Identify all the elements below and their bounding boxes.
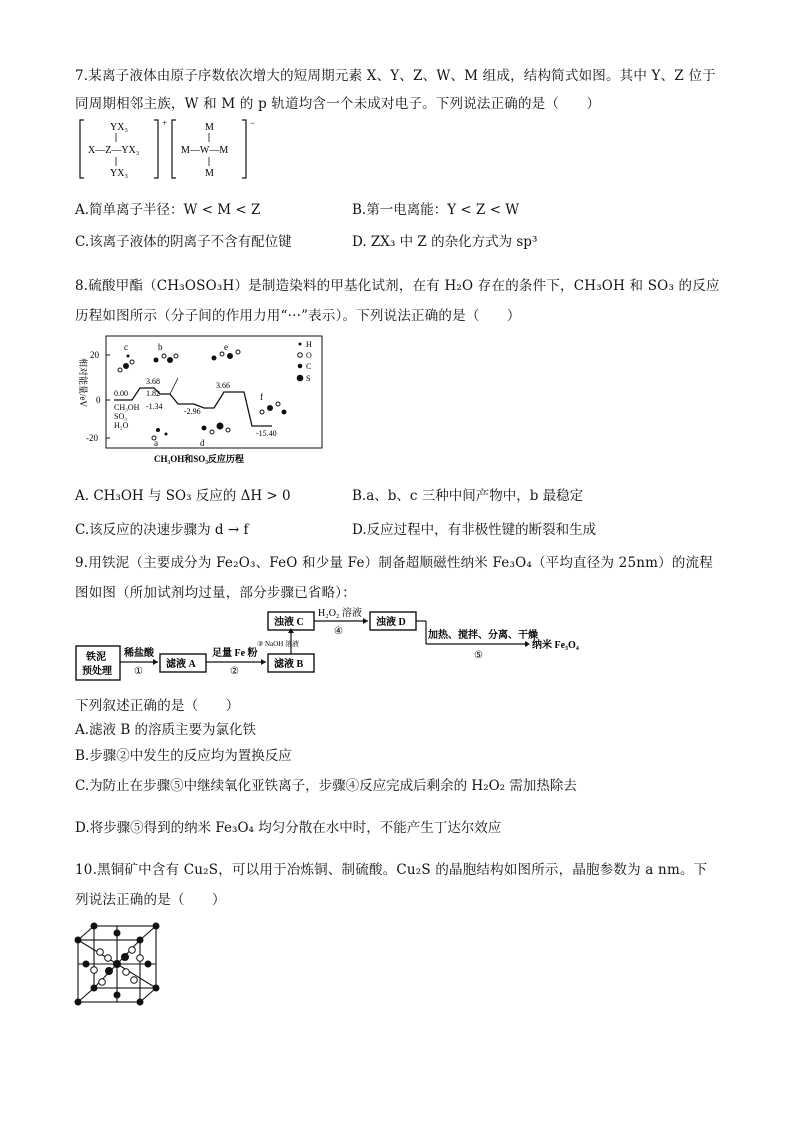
level-366: 3.66 — [216, 381, 230, 390]
flow-box-d: 浊液 D — [376, 617, 406, 628]
q9-option-c: C.为防止在步骤⑤中继续氧化亚铁离子，步骤④反应完成后剩余的 H₂O₂ 需加热除去 — [75, 778, 577, 794]
level-296: -2.96 — [184, 407, 201, 416]
flow-step1-label: 稀盐酸 — [124, 648, 154, 659]
q10-stem-line1: 10.黑铜矿中含有 Cu₂S，可以用于冶炼铜、制硫酸。Cu₂S 的晶胞结构如图所示，晶胞参数为 a nm。下 — [75, 862, 708, 878]
q8-energy-diagram — [74, 330, 330, 470]
point-d: d — [200, 438, 205, 448]
flow-step1-num: ① — [134, 666, 143, 677]
anion-middle: M—W—M — [181, 145, 229, 156]
q8-stem-line2: 历程如图所示（分子间的作用力用“···”表示）。下列说法正确的是（ ） — [75, 308, 521, 324]
flow-step4-label: H₂O₂ 溶液 — [318, 608, 362, 619]
q9-option-d: D.将步骤⑤得到的纳米 Fe₃O₄ 均匀分散在水中时，不能产生丁达尔效应 — [75, 820, 502, 836]
ytick-0: 0 — [96, 395, 101, 405]
q9-stem-line3: 下列叙述正确的是（ ） — [75, 698, 240, 714]
cation-top: YX₃ — [110, 122, 128, 133]
level-0: 0.00 — [114, 389, 128, 398]
q8-option-a: A. CH₃OH 与 SO₃ 反应的 ΔH > 0 — [75, 488, 291, 504]
flow-step3: ③ NaOH 溶液 — [257, 640, 300, 648]
q9-option-b: B.步骤②中发生的反应均为置换反应 — [75, 748, 292, 764]
q7-option-d: D. ZX₃ 中 Z 的杂化方式为 sp³ — [352, 234, 538, 250]
q7-option-a: A.简单离子半径：W < M < Z — [75, 202, 261, 218]
flow-box-c: 浊液 C — [274, 617, 304, 628]
q8-option-b: B.a、b、c 三种中间产物中，b 最稳定 — [352, 488, 584, 504]
flow-box1a: 铁泥 — [86, 652, 106, 663]
flow-product: 纳米 Fe₃O₄ — [532, 640, 579, 651]
flow-step2-num: ② — [230, 666, 239, 677]
legend-h: H — [306, 340, 312, 349]
flow-box-b: 滤液 B — [274, 659, 304, 670]
q10-stem-line2: 列说法正确的是（ ） — [75, 892, 226, 908]
species-so3: SO₃ — [114, 412, 128, 421]
cation-bottom: YX₃ — [110, 168, 128, 179]
q7-option-b: B.第一电离能：Y < Z < W — [352, 202, 520, 218]
legend-c: C — [306, 362, 312, 371]
point-b: b — [158, 342, 163, 352]
level-182: 1.82 — [146, 389, 160, 398]
q7-stem-line1: 7.某离子液体由原子序数依次增大的短周期元素 X、Y、Z、W、M 组成，结构简式如图。其中 Y、Z 位于 — [75, 68, 716, 84]
legend-s: S — [306, 374, 311, 383]
flow-box1b: 预处理 — [82, 666, 112, 677]
q9-flowchart — [74, 606, 594, 684]
flow-step5-label: 加热、搅拌、分离、干燥 — [428, 630, 538, 641]
q7-structure-diagram — [78, 116, 258, 182]
q8-stem-line1: 8.硫酸甲酯（CH₃OSO₃H）是制造染料的甲基化试剂，在有 H₂O 存在的条件下，CH₃OH 和 SO₃ 的反应 — [75, 278, 720, 294]
flow-step4-num: ④ — [334, 626, 343, 637]
q9-stem-line2: 图如图（所加试剂均过量，部分步骤已省略）： — [75, 585, 356, 601]
q8-option-d: D.反应过程中，有非极性键的断裂和生成 — [352, 522, 597, 538]
flow-step5-num: ⑤ — [474, 650, 483, 661]
q9-stem-line1: 9.用铁泥（主要成分为 Fe₂O₃、FeO 和少量 Fe）制备超顺磁性纳米 Fe₃O₄（平均直径为 25nm）的流程 — [75, 555, 713, 571]
level-368: 3.68 — [146, 377, 160, 386]
point-e: e — [224, 342, 228, 352]
cation-charge: + — [162, 118, 168, 128]
q7-stem-line2: 同周期相邻主族，W 和 M 的 p 轨道均含一个未成对电子。下列说法正确的是（ ） — [75, 96, 601, 112]
y-axis-label: 相对能量/eV — [78, 358, 88, 407]
cation-middle: X—Z—YX₃ — [88, 145, 140, 156]
ytick-neg20: -20 — [86, 433, 98, 443]
anion-top: M — [205, 122, 214, 133]
q9-option-a: A.滤液 B 的溶质主要为氯化铁 — [75, 722, 257, 738]
point-a: a — [154, 438, 158, 448]
cu2s-unit-cell — [72, 922, 162, 1008]
anion-charge: − — [250, 118, 256, 128]
q7-option-c: C.该离子液体的阴离子不含有配位键 — [75, 234, 292, 250]
point-c: c — [124, 342, 128, 352]
level-134: -1.34 — [146, 402, 163, 411]
ytick-20: 20 — [90, 350, 99, 360]
anion-bottom: M — [205, 168, 214, 179]
legend-o: O — [306, 351, 312, 360]
flow-box-a: 滤液 A — [166, 659, 196, 670]
species-ch3oh: CH₃OH — [114, 403, 140, 412]
flow-step2-label: 足量 Fe 粉 — [212, 648, 258, 659]
species-h2o: H₂O — [114, 421, 129, 430]
x-axis-label: CH₃OH和SO₃反应历程 — [154, 454, 244, 464]
level-1540: -15.40 — [256, 429, 277, 438]
q8-option-c: C.该反应的决速步骤为 d → f — [75, 522, 249, 538]
point-f: f — [260, 392, 263, 402]
